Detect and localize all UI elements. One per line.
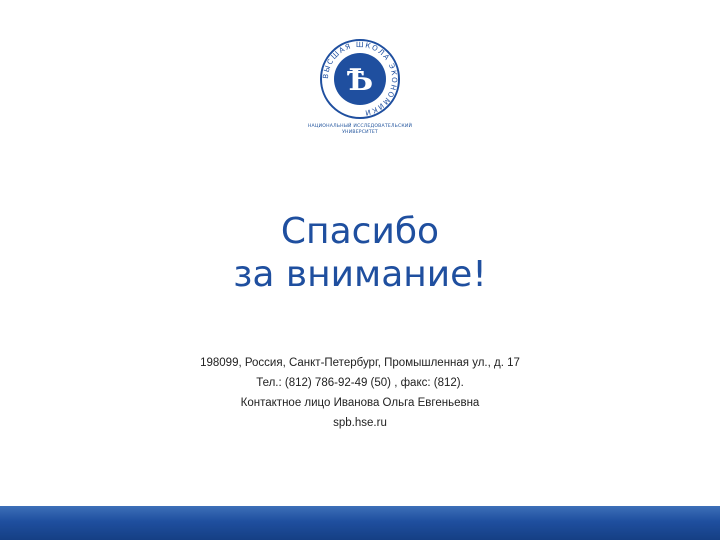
org-name-line-2: УНИВЕРСИТЕТ (342, 130, 378, 135)
contact-person-text: Контактное лицо Иванова Ольга Евгеньевна (240, 397, 480, 409)
contact-info (0, 353, 720, 433)
hse-emblem-icon (319, 38, 401, 120)
org-name-line-1: НАЦИОНАЛЬНЫЙ ИССЛЕДОВАТЕЛЬСКИЙ (307, 124, 413, 129)
title-line-2: за внимание! (233, 254, 487, 295)
website-text: spb.hse.ru (333, 417, 387, 429)
emblem-letter: Ѣ (346, 63, 374, 98)
title-line-1: Спасибо (280, 211, 440, 252)
footer-bar (0, 506, 720, 540)
hse-logo (0, 38, 720, 136)
emblem-ring-text: ВЫСШАЯ ШКОЛА ЭКОНОМИКИ (320, 39, 400, 118)
address-text: 198099, Россия, Санкт-Петербург, Промышленная ул., д. 17 (200, 357, 520, 369)
phone-text: Тел.: (812) 786-92-49 (50) , факс: (812). (256, 377, 464, 389)
